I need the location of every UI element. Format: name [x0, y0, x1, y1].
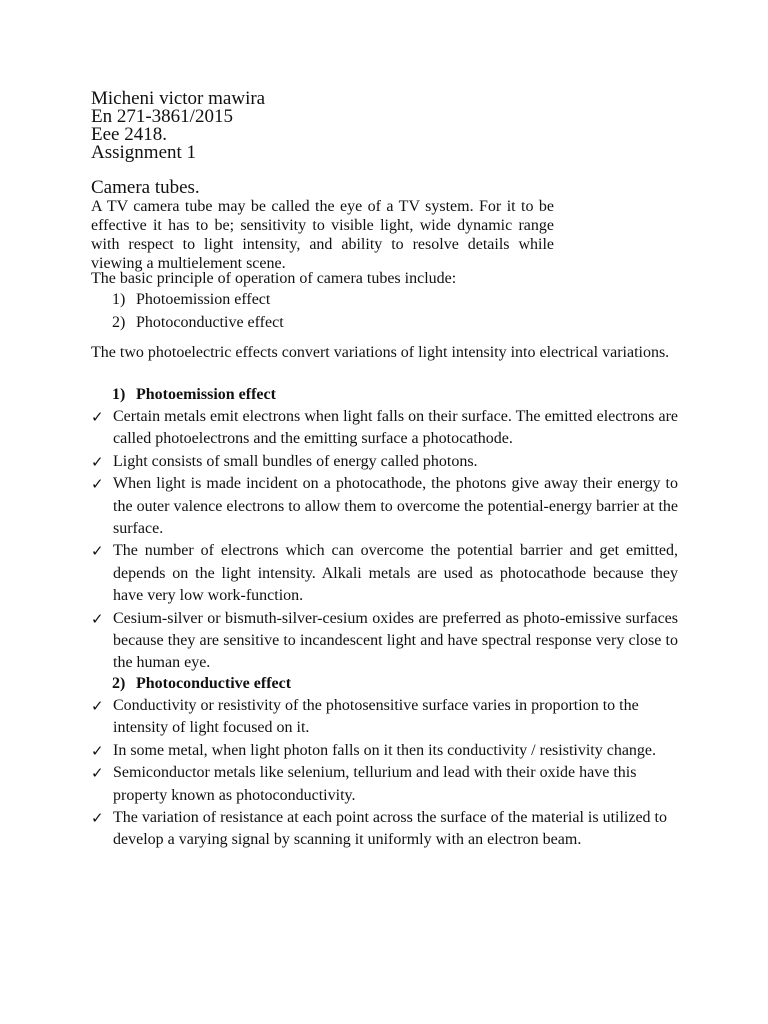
- bullet-item: [91, 807, 678, 852]
- author-name: Micheni victor mawira: [91, 88, 266, 109]
- checkmark-icon: ✓: [91, 475, 104, 494]
- bullet-text: When light is made incident on a photocathode, the photons give away their energy to the outer valence electrons to allow them to overcome the potential-energy barrier at the surface.: [113, 475, 678, 538]
- section-title: Camera tubes.: [91, 177, 200, 198]
- photoemission-heading: [112, 384, 276, 406]
- bullet-item: [91, 473, 678, 540]
- checkmark-icon: ✓: [91, 741, 104, 760]
- checkmark-icon: ✓: [91, 542, 104, 561]
- heading-number: 1): [112, 386, 126, 403]
- checkmark-icon: ✓: [91, 452, 104, 471]
- intro-paragraph: [91, 197, 554, 273]
- bullet-item: [91, 540, 678, 607]
- checkmark-icon: ✓: [91, 764, 104, 783]
- course-code: Eee 2418.: [91, 124, 167, 145]
- checkmark-icon: ✓: [91, 408, 104, 426]
- bullet-text: In some metal, when light photon falls on it then its conductivity / resistivity change.: [113, 741, 657, 759]
- bullet-item: [91, 762, 678, 807]
- bullet-text: Conductivity or resistivity of the photosensitive surface varies in proportion to the intensity of light focused on it.: [113, 697, 639, 737]
- bullet-item: [91, 695, 678, 740]
- principles-list: [112, 289, 284, 335]
- bullet-item: [91, 451, 678, 473]
- bullet-item: [91, 608, 678, 675]
- registration-number: En 271-3861/2015: [91, 106, 233, 127]
- photoconductive-bullets: [91, 695, 678, 852]
- bullet-text: The number of electrons which can overcome the potential barrier and get emitted, depends on the light intensity. Alkali metals are used as photocathode because they have very low work-function.: [113, 542, 678, 605]
- bullet-text: The variation of resistance at each point across the surface of the material is utilized to develop a varying signal by scanning it uniformly with an electron beam.: [113, 809, 667, 849]
- list-label: Photoconductive effect: [136, 314, 284, 331]
- bullet-text: Certain metals emit electrons when light falls on their surface. The emitted electrons are called photoelectrons and the emitting surface a photocathode.: [113, 408, 678, 448]
- author-header: [91, 90, 265, 162]
- bullet-item: [91, 740, 678, 762]
- checkmark-icon: ✓: [91, 697, 104, 715]
- list-item: [112, 312, 284, 335]
- heading-number: 2): [112, 675, 126, 692]
- photoconductive-heading: [112, 673, 291, 695]
- checkmark-icon: ✓: [91, 809, 104, 828]
- bullet-item: [91, 406, 678, 451]
- list-label: Photoemission effect: [136, 291, 271, 308]
- bullet-text: Cesium-silver or bismuth-silver-cesium oxides are preferred as photo-emissive surfaces because they are sensitive to incandescent light and have spectral response very close to the human eye.: [113, 609, 678, 672]
- list-item: [112, 289, 284, 312]
- bullet-text: Light consists of small bundles of energy called photons.: [113, 452, 478, 470]
- principle-sentence: The basic principle of operation of camera tubes include:: [91, 270, 457, 287]
- assignment-title: Assignment 1: [91, 142, 197, 163]
- list-number: 1): [112, 291, 126, 308]
- heading-label: Photoconductive effect: [136, 675, 292, 692]
- photoelectric-paragraph: The two photoelectric effects convert variations of light intensity into electrical variations.: [91, 344, 670, 361]
- checkmark-icon: ✓: [91, 609, 104, 628]
- heading-label: Photoemission effect: [136, 386, 276, 403]
- intro-text: A TV camera tube may be called the eye of a TV system. For it to be effective it has to be; sensitivity to visible light, wide dynamic range with respect to light intensity, and ability to resolve details while viewing a multielement scene.: [91, 198, 554, 272]
- photoemission-bullets: [91, 406, 678, 675]
- list-number: 2): [112, 314, 126, 331]
- bullet-text: Semiconductor metals like selenium, tellurium and lead with their oxide have this property known as photoconductivity.: [113, 764, 637, 804]
